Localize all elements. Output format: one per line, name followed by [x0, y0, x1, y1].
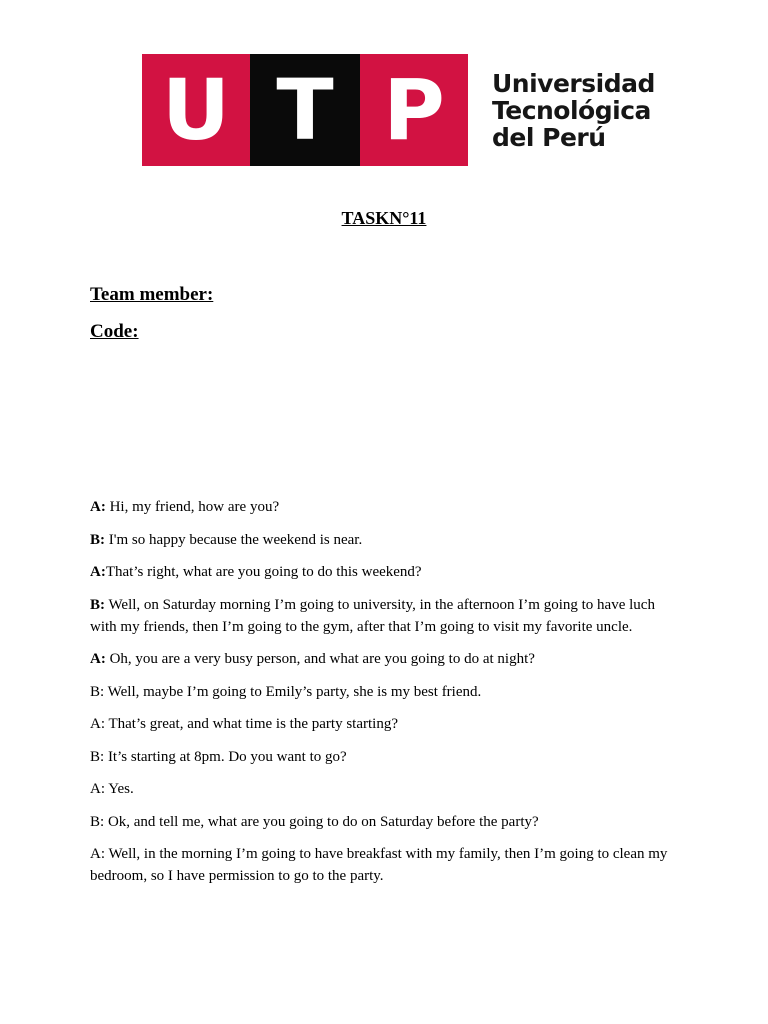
speaker-label: B:: [90, 531, 105, 548]
speaker-label: A:: [90, 499, 106, 515]
speaker-label: B:: [90, 596, 105, 613]
dialogue-line: [90, 529, 680, 551]
wordmark-line: del Perú: [492, 123, 606, 152]
speaker-label: A:: [90, 716, 105, 732]
speaker-label: A:: [90, 781, 105, 797]
dialogue: [90, 496, 680, 898]
code-label: Code:: [90, 321, 139, 342]
utp-logo: [142, 54, 655, 166]
line-text: That’s right, what are you going to do this weekend?: [105, 564, 422, 580]
speaker-label: A:: [90, 846, 105, 862]
line-text: It’s starting at 8pm. Do you want to go?: [104, 748, 347, 765]
dialogue-line: [90, 778, 680, 800]
speaker-label: B:: [90, 813, 105, 830]
line-text: I'm so happy because the weekend is near.: [105, 531, 363, 548]
line-text: That’s great, and what time is the party starting?: [105, 716, 398, 732]
speaker-label: A:: [90, 564, 106, 580]
line-text: Well, maybe I’m going to Emily’s party, she is my best friend.: [104, 683, 482, 700]
dialogue-line: [90, 811, 680, 833]
dialogue-line: [90, 648, 680, 670]
team-member-label: Team member:: [90, 284, 214, 305]
dialogue-line: [90, 843, 680, 887]
speaker-label: B:: [90, 683, 105, 700]
dialogue-line: [90, 713, 680, 735]
line-text: Hi, my friend, how are you?: [105, 499, 280, 515]
page-title: TASKN°11: [341, 208, 427, 228]
dialogue-line: [90, 561, 680, 583]
speaker-label: B:: [90, 748, 105, 765]
logo-wordmark: [492, 70, 655, 151]
logo-letter-t: T: [276, 61, 334, 159]
line-text: Well, in the morning I’m going to have breakfast with my family, then I’m going to clean my bedroom, so I have permission to go to the party.: [90, 846, 668, 884]
line-text: Well, on Saturday morning I’m going to university, in the afternoon I’m going to have luch with my friends, then I’m going to the gym, after that I’m going to visit my favorite uncle.: [90, 596, 655, 635]
dialogue-line: [90, 746, 680, 768]
logo-letter-u: U: [161, 61, 231, 159]
dialogue-line: [90, 594, 680, 638]
dialogue-line: [90, 681, 680, 703]
line-text: Yes.: [105, 781, 134, 797]
dialogue-line: [90, 496, 680, 518]
line-text: Ok, and tell me, what are you going to do on Saturday before the party?: [104, 813, 539, 830]
speaker-label: A:: [90, 651, 106, 667]
wordmark-line: Tecnológica: [492, 96, 651, 125]
line-text: Oh, you are a very busy person, and what are you going to do at night?: [105, 651, 535, 667]
wordmark-line: Universidad: [492, 69, 655, 98]
logo-letter-p: P: [383, 61, 445, 159]
